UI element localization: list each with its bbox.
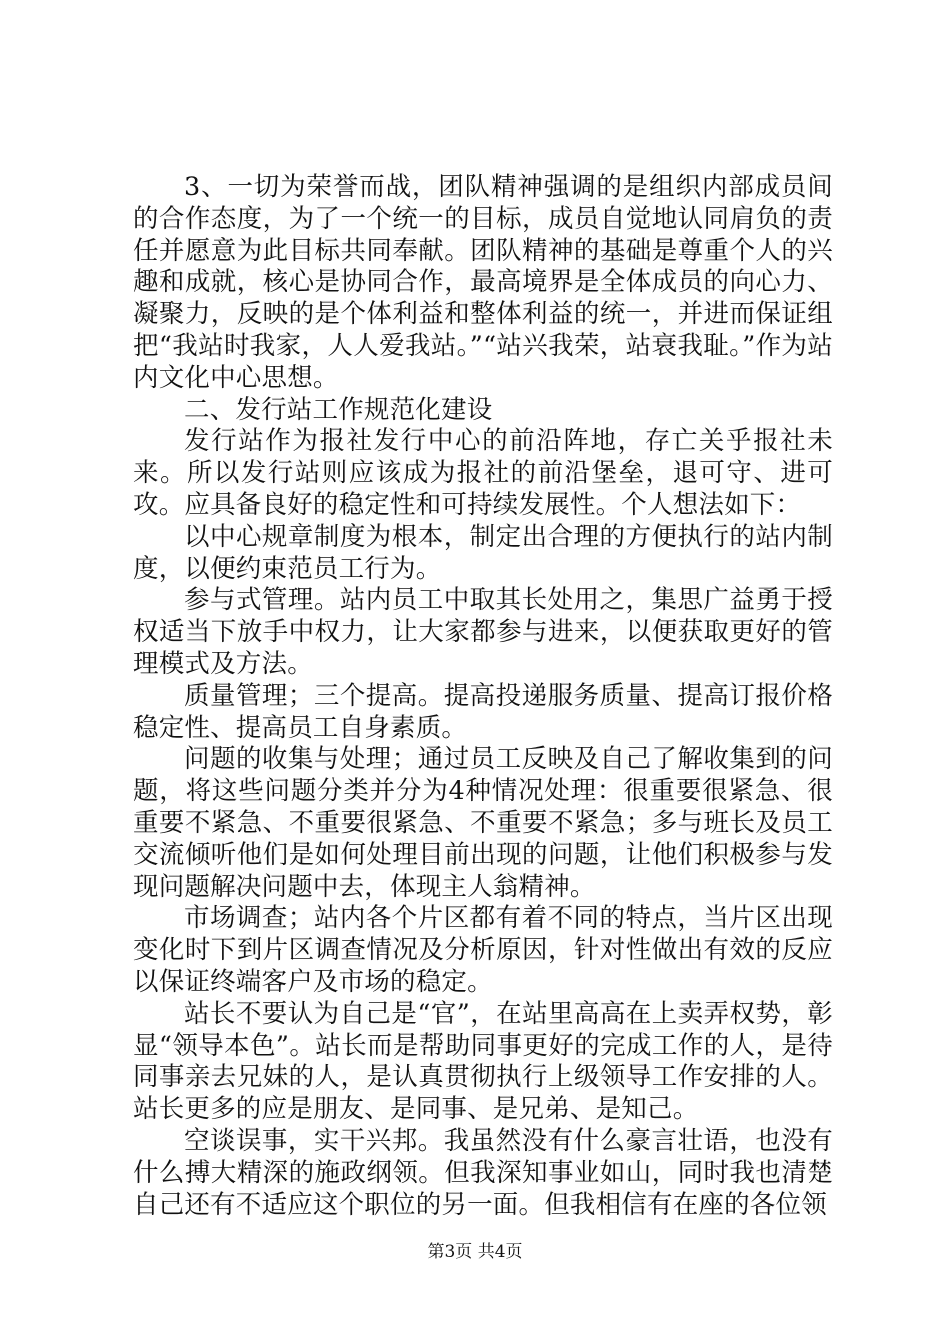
paragraph-station-chief: 站长不要认为自己是“官”，在站里高高在上卖弄权势，彰显“领导本色”。站长而是帮助同事更好的完成工作的人，是待同事亲去兄妹的人，是认真贯彻执行上级领导工作安排的人。站长更多的应是朋友、是同事、是兄弟、是知己。	[133, 998, 833, 1125]
paragraph-participative-management: 参与式管理。站内员工中取其长处用之，集思广益勇于授权适当下放手中权力，让大家都参与进来，以便获取更好的管理模式及方法。	[133, 585, 833, 679]
paragraph-rules: 以中心规章制度为根本，制定出合理的方便执行的站内制度，以便约束范员工行为。	[133, 521, 833, 584]
paragraph-problem-handling: 问题的收集与处理；通过员工反映及自己了解收集到的问题，将这些问题分类并分为4种情况处理：很重要很紧急、很重要不紧急、不重要很紧急、不重要不紧急；多与班长及员工交流倾听他们是如何处理目前出现的问题，让他们积极参与发现问题解决问题中去，体现主人翁精神。	[133, 744, 833, 902]
paragraph-market-survey: 市场调查；站内各个片区都有着不同的特点，当片区出现变化时下到片区调查情况及分析原因，针对性做出有效的反应以保证终端客户及市场的稳定。	[133, 903, 833, 997]
section-heading-standardization: 二、发行站工作规范化建设	[184, 394, 493, 425]
paragraph-quality-management: 质量管理；三个提高。提高投递服务质量、提高订报价格稳定性、提高员工自身素质。	[133, 680, 833, 743]
paragraph-team-spirit: 3、一切为荣誉而战，团队精神强调的是组织内部成员间的合作态度，为了一个统一的目标，成员自觉地认同肩负的责任并愿意为此目标共同奉献。团队精神的基础是尊重个人的兴趣和成就，核心是协同合作，最高境界是全体成员的向心力、凝聚力，反映的是个体利益和整体利益的统一，并进而保证组把“我站时我家，人人爱我站。”“站兴我荣，站衰我耻。”作为站内文化中心思想。	[133, 172, 833, 393]
page-number-label: 第3页 共4页	[427, 1242, 523, 1262]
paragraph-closing: 空谈误事，实干兴邦。我虽然没有什么豪言壮语，也没有什么搏大精深的施政纲领。但我深知事业如山，同时我也清楚自己还有不适应这个职位的另一面。但我相信有在座的各位领	[133, 1125, 833, 1220]
document-body	[133, 172, 833, 1221]
paragraph-station-role: 发行站作为报社发行中心的前沿阵地，存亡关乎报社未来。所以发行站则应该成为报社的前沿堡垒，退可守、进可攻。应具备良好的稳定性和可持续发展性。个人想法如下：	[133, 426, 833, 520]
page-footer	[0, 1241, 950, 1263]
